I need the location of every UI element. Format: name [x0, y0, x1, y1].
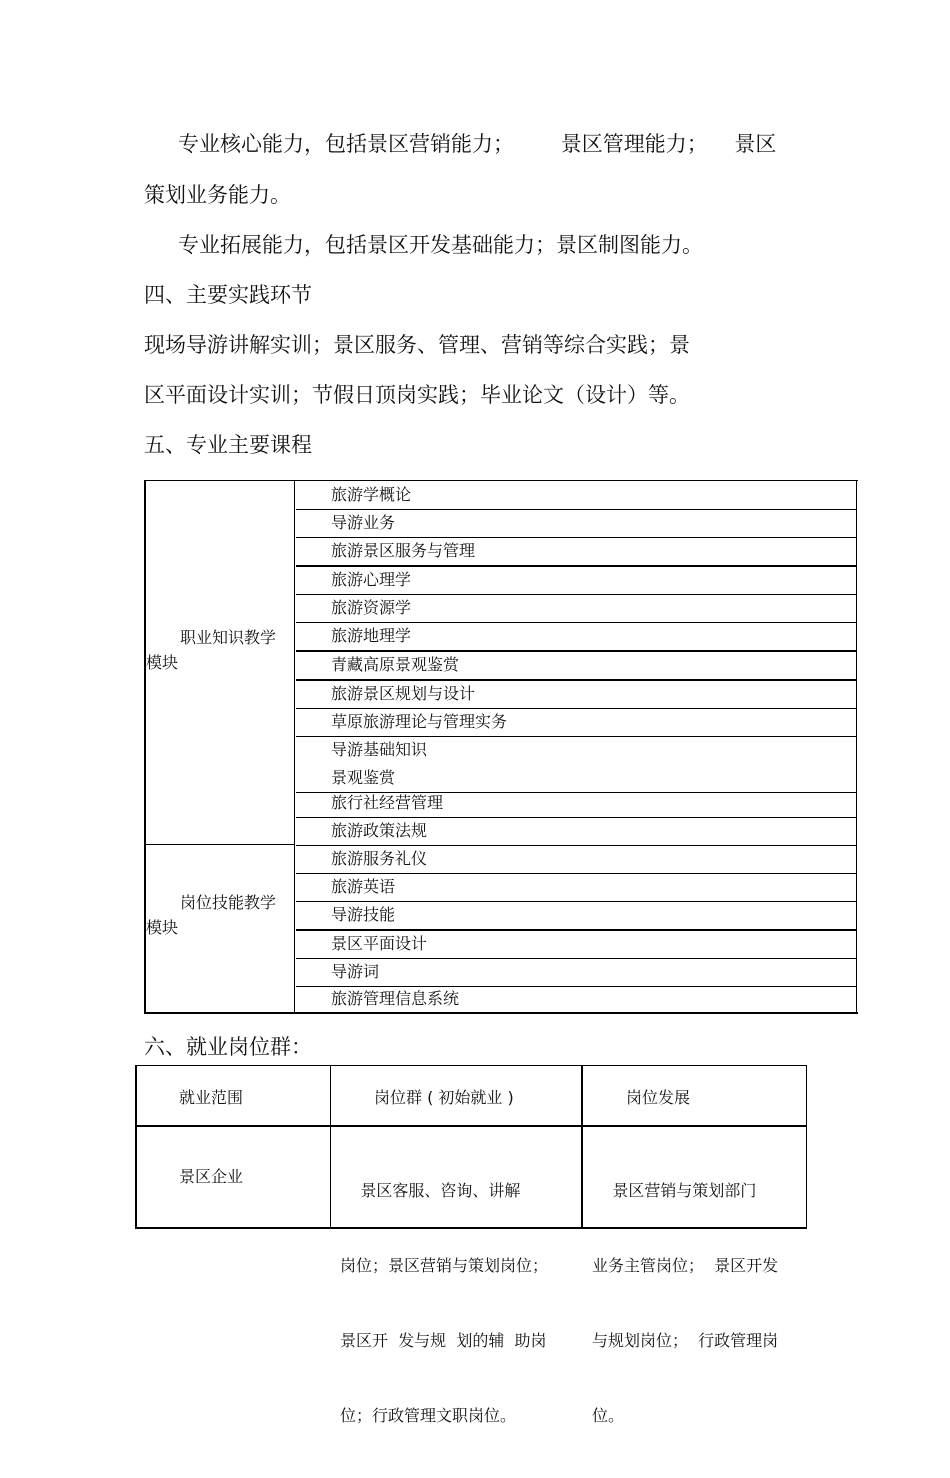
course-row: [296, 901, 857, 931]
header-divider: [137, 1125, 806, 1127]
course-row: [296, 481, 857, 510]
jobs-table: [135, 1065, 807, 1425]
header-scope: 就业范围: [179, 1088, 244, 1107]
course-row: [296, 537, 857, 567]
course-name: 草原旅游理论与管理实务: [331, 712, 508, 731]
development-cell: [592, 1128, 778, 1478]
course-row: [296, 845, 857, 874]
course-name: 旅游心理学: [331, 570, 412, 589]
course-name: 导游业务: [331, 513, 396, 532]
initial-line: 景区客服、咨询、讲解: [340, 1181, 521, 1200]
courses-table: [144, 480, 858, 1014]
module1-name-line2: 模块: [146, 653, 179, 672]
course-row: [296, 736, 857, 793]
practice-line-2: 区平面设计实训；节假日顶岗实践；毕业论文（设计）等。: [144, 383, 690, 407]
course-row: [296, 622, 857, 652]
practice-line-1: 现场导游讲解实训；景区服务、管理、营销等综合实践；景: [144, 333, 690, 357]
course-name: 旅游景区服务与管理: [331, 541, 476, 560]
course-name: 景区平面设计: [331, 934, 428, 953]
module2-name-line1: 岗位技能教学: [180, 893, 277, 912]
development-line: 景区营销与策划部门: [592, 1181, 757, 1200]
initial-positions-cell: [340, 1128, 548, 1478]
development-line: 与规划岗位； 行政管理岗: [592, 1331, 779, 1350]
course-row: [296, 680, 857, 709]
course-name: 旅行社经营管理: [331, 793, 444, 812]
course-name: 青藏高原景观鉴赏: [331, 655, 460, 674]
course-name: 旅游政策法规: [331, 821, 428, 840]
header-development: 岗位发展: [626, 1088, 691, 1107]
module1-category-cell: [146, 481, 295, 845]
column-divider: [581, 1066, 583, 1227]
section5-heading: 五、专业主要课程: [144, 433, 312, 457]
core-ability-continuation: 策划业务能力。: [144, 183, 291, 207]
course-name: 景观鉴赏: [331, 768, 396, 787]
course-name: 导游基础知识: [331, 740, 428, 759]
course-row: [296, 651, 857, 681]
initial-line: 位；行政管理文职岗位。: [340, 1406, 517, 1425]
course-row: [296, 958, 857, 987]
section6-heading: 六、就业岗位群：: [144, 1035, 312, 1059]
extension-ability-paragraph: 专业拓展能力，包括景区开发基础能力；景区制图能力。: [178, 233, 703, 257]
module2-name-line2: 模块: [146, 918, 179, 937]
header-initial: 岗位群 ( 初始就业 ): [374, 1088, 514, 1107]
course-row: [296, 566, 857, 595]
course-name: 导游词: [331, 962, 380, 981]
course-name: 旅游英语: [331, 877, 396, 896]
initial-line: 岗位；景区营销与策划岗位；: [340, 1256, 549, 1275]
course-row: [296, 985, 857, 1013]
module1-name-line1: 职业知识教学: [180, 628, 277, 647]
core-ability-paragraph: 专业核心能力，包括景区营销能力； 景区管理能力； 景区: [178, 132, 777, 156]
course-row: [296, 509, 857, 538]
course-row: [296, 789, 857, 818]
course-name: 旅游景区规划与设计: [331, 684, 476, 703]
course-name: 旅游学概论: [331, 485, 412, 504]
course-row: [296, 873, 857, 902]
course-row: [296, 708, 857, 737]
scope-cell: 景区企业: [179, 1167, 244, 1186]
initial-line: 景区开 发与规 划的辅 助岗: [340, 1331, 547, 1350]
course-name: 旅游管理信息系统: [331, 989, 460, 1008]
module2-category-cell: [146, 845, 295, 1012]
course-name: 旅游地理学: [331, 626, 412, 645]
course-row: [296, 594, 857, 623]
course-name: 旅游服务礼仪: [331, 849, 428, 868]
course-row: [296, 930, 857, 959]
development-line: 业务主管岗位； 景区开发: [592, 1256, 779, 1275]
development-line: 位。: [592, 1406, 625, 1425]
course-name: 导游技能: [331, 905, 396, 924]
course-name: 旅游资源学: [331, 598, 412, 617]
section4-heading: 四、主要实践环节: [144, 283, 312, 307]
column-divider: [330, 1066, 331, 1227]
course-row: [296, 817, 857, 846]
